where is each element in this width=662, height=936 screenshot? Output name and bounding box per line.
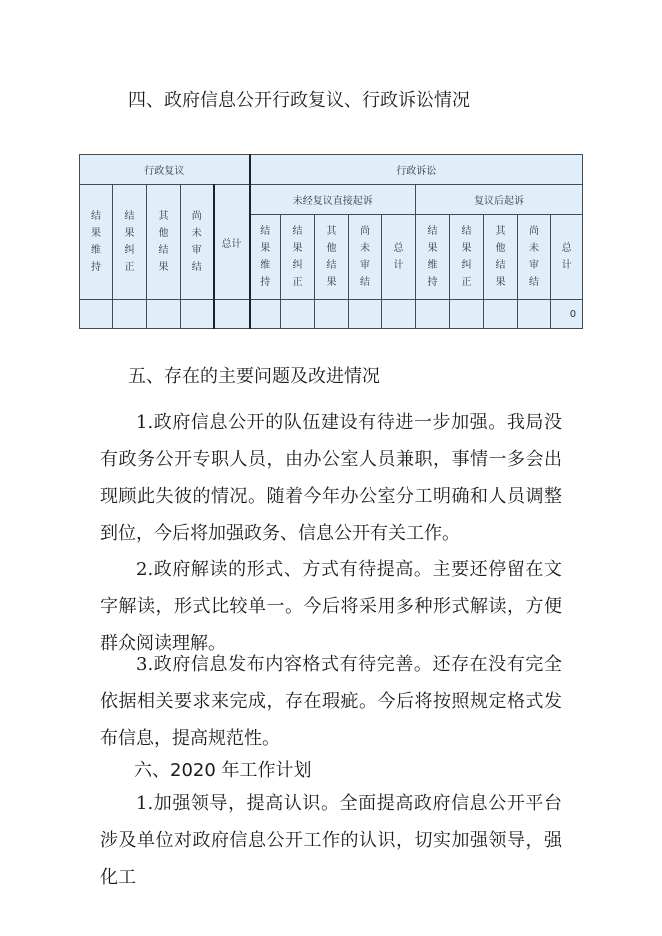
table-cell xyxy=(214,300,250,329)
section-5-heading: 五、存在的主要问题及改进情况 xyxy=(128,366,380,387)
table-cell xyxy=(113,300,147,329)
header-after-review-suit: 复议后起诉 xyxy=(416,185,583,215)
table-cell xyxy=(450,300,484,329)
col-header: 其他结果 xyxy=(484,215,518,300)
header-admin-litigation: 行政诉讼 xyxy=(250,155,583,185)
table-cell xyxy=(382,300,416,329)
section-6-heading: 六、2020 年工作计划 xyxy=(134,760,312,781)
col-header: 尚未审结 xyxy=(518,215,551,300)
table-cell xyxy=(147,300,181,329)
col-header: 其他结果 xyxy=(315,215,349,300)
table-cell xyxy=(181,300,214,329)
paragraph: 1.政府信息公开的队伍建设有待进一步加强。我局没有政务公开专职人员，由办公室人员兼职，事情一多会出现顾此失彼的情况。随着今年办公室分工明确和人员调整到位，今后将加强政务、信息公开有关工作。 xyxy=(100,412,562,544)
col-header-total: 总计 xyxy=(382,215,416,300)
table-cell xyxy=(315,300,349,329)
table-cell xyxy=(349,300,382,329)
col-header: 结果纠正 xyxy=(281,215,315,300)
col-header-total: 总计 xyxy=(551,215,583,300)
table-cell xyxy=(416,300,450,329)
table-cell xyxy=(281,300,315,329)
table-cell xyxy=(518,300,551,329)
table-cell xyxy=(80,300,113,329)
review-litigation-table xyxy=(79,154,583,329)
col-header: 尚未审结 xyxy=(181,185,214,300)
col-header: 结果维持 xyxy=(250,215,281,300)
section-4-heading: 四、政府信息公开行政复议、行政诉讼情况 xyxy=(128,90,470,111)
col-header-total: 总计 xyxy=(214,185,250,300)
table-cell-total-value: 0 xyxy=(551,300,583,329)
header-direct-suit: 未经复议直接起诉 xyxy=(250,185,416,215)
col-header: 结果维持 xyxy=(80,185,113,300)
col-header: 结果维持 xyxy=(416,215,450,300)
header-admin-review: 行政复议 xyxy=(80,155,250,185)
table-cell xyxy=(250,300,281,329)
col-header: 结果纠正 xyxy=(113,185,147,300)
col-header: 结果纠正 xyxy=(450,215,484,300)
paragraph: 2.政府解读的形式、方式有待提高。主要还停留在文字解读，形式比较单一。今后将采用多种形式解读，方便群众阅读理解。 xyxy=(100,559,562,654)
paragraph: 1.加强领导，提高认识。全面提高政府信息公开平台涉及单位对政府信息公开工作的认识，切实加强领导，强化工 xyxy=(100,793,562,888)
col-header: 其他结果 xyxy=(147,185,181,300)
table-cell xyxy=(484,300,518,329)
col-header: 尚未审结 xyxy=(349,215,382,300)
paragraph: 3.政府信息发布内容格式有待完善。还存在没有完全依据相关要求来完成，存在瑕疵。今后将按照规定格式发布信息，提高规范性。 xyxy=(100,654,562,749)
